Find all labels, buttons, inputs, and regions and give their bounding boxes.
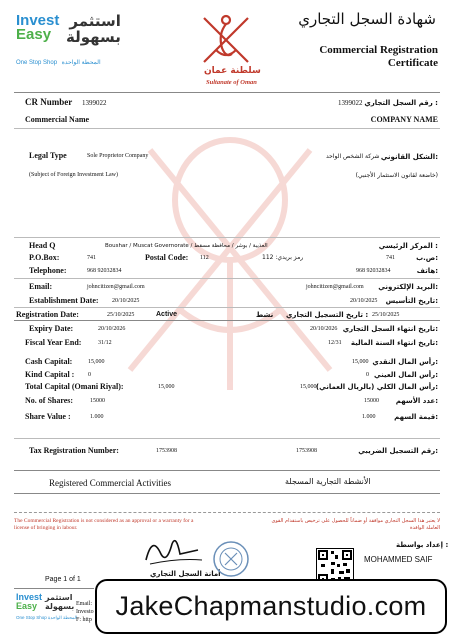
- footer-logo-en2: Easy: [16, 601, 38, 611]
- header-divider: [14, 92, 440, 93]
- legal-type-value: Sole Proprietor Company: [87, 153, 149, 159]
- emblem-en-text: Sultanate of Oman: [206, 79, 257, 86]
- contact-block: [76, 600, 94, 624]
- kind-value: 0: [88, 372, 91, 378]
- footer-tagline: [16, 615, 77, 621]
- legal-type-value-ar: شركة الشخص الواحد: [326, 153, 380, 160]
- commercial-name-label: Commercial Name: [25, 115, 90, 124]
- logo-en-line2: Easy: [16, 26, 52, 43]
- tel-divider: [14, 278, 440, 279]
- headq-value: Boushar / Muscat Governorate / العذيبة / بوشر / محافظة مسقط: [105, 243, 268, 249]
- cash-label-ar: رأس المال النقدي:: [372, 358, 438, 366]
- tagline-ar: المحطة الواحدة: [61, 60, 101, 66]
- reg-status-ar: نشط: [256, 311, 274, 319]
- registrar-label: أمانة السجل التجاري: [150, 570, 221, 578]
- sharev-label: Share Value :: [25, 412, 71, 421]
- est-label: Establishment Date:: [29, 296, 99, 305]
- email-label-ar: البريد الإلكتروني:: [378, 283, 438, 291]
- sharev-value-ar: 1.000: [362, 414, 376, 420]
- title-en-line1: Commercial Registration: [319, 44, 438, 56]
- oman-khanjar-icon: [198, 10, 254, 68]
- logo-ar-line1: استثمر: [69, 12, 121, 30]
- exp-value: 20/10/2026: [98, 326, 126, 332]
- reg-value-ar: 25/10/2025: [372, 312, 400, 318]
- fy-value-ar: 12/31: [328, 340, 342, 346]
- shares-label-ar: عدد الأسهم:: [395, 397, 438, 405]
- total-value-ar: 15,000: [300, 384, 317, 390]
- total-label: Total Capital (Omani Riyal):: [25, 382, 124, 391]
- email-value: johncitizen@gmail.com: [87, 284, 145, 290]
- contact-http: F: http: [76, 617, 92, 623]
- kind-value-ar: 0: [366, 372, 369, 378]
- logo-ar: [66, 13, 121, 45]
- shares-value: 15000: [90, 398, 105, 404]
- tax-label-ar: رقم التسجيل الضريبي:: [358, 447, 438, 455]
- shares-value-ar: 15000: [364, 398, 379, 404]
- sharev-value: 1.000: [90, 414, 104, 420]
- reg-value: 25/10/2025: [107, 312, 135, 318]
- postal-value: 112: [200, 255, 209, 261]
- email-label: Email:: [29, 282, 53, 291]
- logo-ar-line2: بسهولة: [66, 28, 121, 46]
- tax-value: 1753908: [156, 448, 177, 454]
- shares-label: No. of Shares:: [25, 396, 74, 405]
- cr-value: 1399022: [82, 99, 107, 107]
- fy-value: 31/12: [98, 340, 112, 346]
- footer-logo-ar1: استثمر: [45, 593, 73, 602]
- contact-investo: Investo: [76, 609, 94, 615]
- cash-value-ar: 15,000: [352, 359, 369, 365]
- prepared-label: إعداد بواسطة :: [396, 541, 449, 549]
- signature: [138, 530, 208, 572]
- footer-logo-en1: Invest: [16, 592, 43, 602]
- pobox-ar-value: 741: [386, 255, 395, 261]
- fy-label: Fiscal Year End:: [25, 338, 82, 347]
- pobox-label: P.O.Box:: [29, 253, 60, 262]
- tel-value: 968 92032834: [87, 268, 122, 274]
- email-value-ar: johncitizen@gmail.com: [306, 284, 364, 290]
- activities-label-ar: الأنشطة التجارية المسجلة: [285, 477, 371, 486]
- postal-label: Postal Code:: [145, 253, 189, 262]
- reg-status: Active: [156, 311, 178, 318]
- title-ar: شهادة السجل التجاري: [298, 10, 436, 28]
- title-en-line2: Certificate: [387, 57, 438, 69]
- commercial-name-value: COMPANY NAME: [370, 115, 438, 124]
- legal-divider: [14, 237, 440, 238]
- headq-label-ar: المركز الرئيسي :: [378, 242, 438, 250]
- est-label-ar: تاريخ التأسيس:: [385, 297, 438, 305]
- prepared-name: MOHAMMED SAIF: [364, 555, 433, 564]
- reg-divider: [14, 320, 440, 321]
- watermark-banner: [95, 579, 447, 634]
- name-divider: [14, 128, 440, 129]
- tax-value-ar: 1753908: [296, 448, 317, 454]
- reg-label: Registration Date:: [16, 310, 79, 319]
- sharev-label-ar: قيمة السهم:: [394, 413, 438, 421]
- foreign-law-ar: (خاضعة لقانون الاستثمار الأجنبي): [355, 172, 438, 179]
- footer-tagline-ar: المحطة الواحدة: [48, 615, 78, 620]
- exp-label: Expiry Date:: [29, 324, 74, 333]
- exp-label-ar: تاريخ انتهاء السجل التجاري:: [342, 325, 438, 333]
- headq-label: Head Q: [29, 241, 56, 250]
- cash-value: 15,000: [88, 359, 105, 365]
- tagline-en: One Stop Shop: [16, 60, 58, 66]
- fy-label-ar: تاريخ انتهاء السنة المالية:: [350, 339, 438, 347]
- tel-value-ar: 968 92032834: [356, 268, 391, 274]
- logo-en-line1: Invest: [16, 12, 60, 29]
- tel-label: Telephone:: [29, 266, 67, 275]
- footer-logo-ar: [45, 593, 74, 611]
- watermark-text: JakeChapmanstudio.com: [115, 591, 427, 621]
- foreign-law-en: (Subject of Foreign Investment Law): [29, 172, 118, 178]
- cash-label: Cash Capital:: [25, 357, 73, 366]
- kind-label: Kind Capital :: [25, 370, 75, 379]
- activities-label: Registered Commercial Activities: [49, 478, 171, 488]
- disclaimer-ar: لا يعتبر هذا السجل التجاري موافقة أو ضماناً للحصول على ترخيص باستقدام القوى العاملة الوافدة: [271, 518, 440, 531]
- disclaimer-en: The Commercial Registration is not considered as an approval or a warranty for a license of bringing in labour.: [14, 518, 194, 531]
- total-label-ar: رأس المال الكلي (بالريال العماني):: [315, 383, 438, 391]
- cr-value-ar: 1399022: [338, 99, 363, 107]
- exp-value-ar: 20/10/2026: [310, 326, 338, 332]
- postal-ar: رمز بريدي: 112: [262, 254, 304, 261]
- activities-divider: [14, 493, 440, 494]
- est-value: 20/10/2025: [112, 298, 140, 304]
- footer-logo-ar2: بسهولة: [45, 602, 75, 611]
- ministry-stamp-icon: [212, 540, 250, 578]
- total-value: 15,000: [158, 384, 175, 390]
- est-divider: [14, 307, 440, 308]
- legal-type-label-ar: الشكل القانوني:: [380, 153, 438, 161]
- cr-label-ar: رقم السجل التجاري :: [364, 99, 438, 107]
- pobox-ar-label: ص.ب:: [416, 254, 438, 262]
- legal-type-label: Legal Type: [29, 151, 67, 160]
- page-number: Page 1 of 1: [45, 576, 81, 583]
- capital-divider: [14, 438, 440, 439]
- invest-easy-logo: [16, 14, 59, 42]
- tagline: [16, 59, 101, 66]
- footer-logo: [16, 593, 42, 611]
- tax-divider: [14, 470, 440, 471]
- footer-tagline-en: One Stop Shop: [16, 615, 47, 620]
- footer-dashed-line: [14, 512, 440, 513]
- reg-label-ar: تاريخ التسجيل التجاري :: [286, 311, 369, 319]
- kind-label-ar: رأس المال العيني:: [374, 371, 438, 379]
- tel-label-ar: هاتف:: [416, 267, 438, 275]
- est-value-ar: 20/10/2025: [350, 298, 378, 304]
- pobox-value: 741: [87, 255, 96, 261]
- bottom-divider: [14, 588, 94, 589]
- emblem-ar-text: سلطنة عمان: [204, 66, 261, 76]
- cr-label: CR Number: [25, 97, 73, 107]
- tax-label: Tax Registration Number:: [29, 446, 119, 455]
- contact-email: Email:: [76, 601, 92, 607]
